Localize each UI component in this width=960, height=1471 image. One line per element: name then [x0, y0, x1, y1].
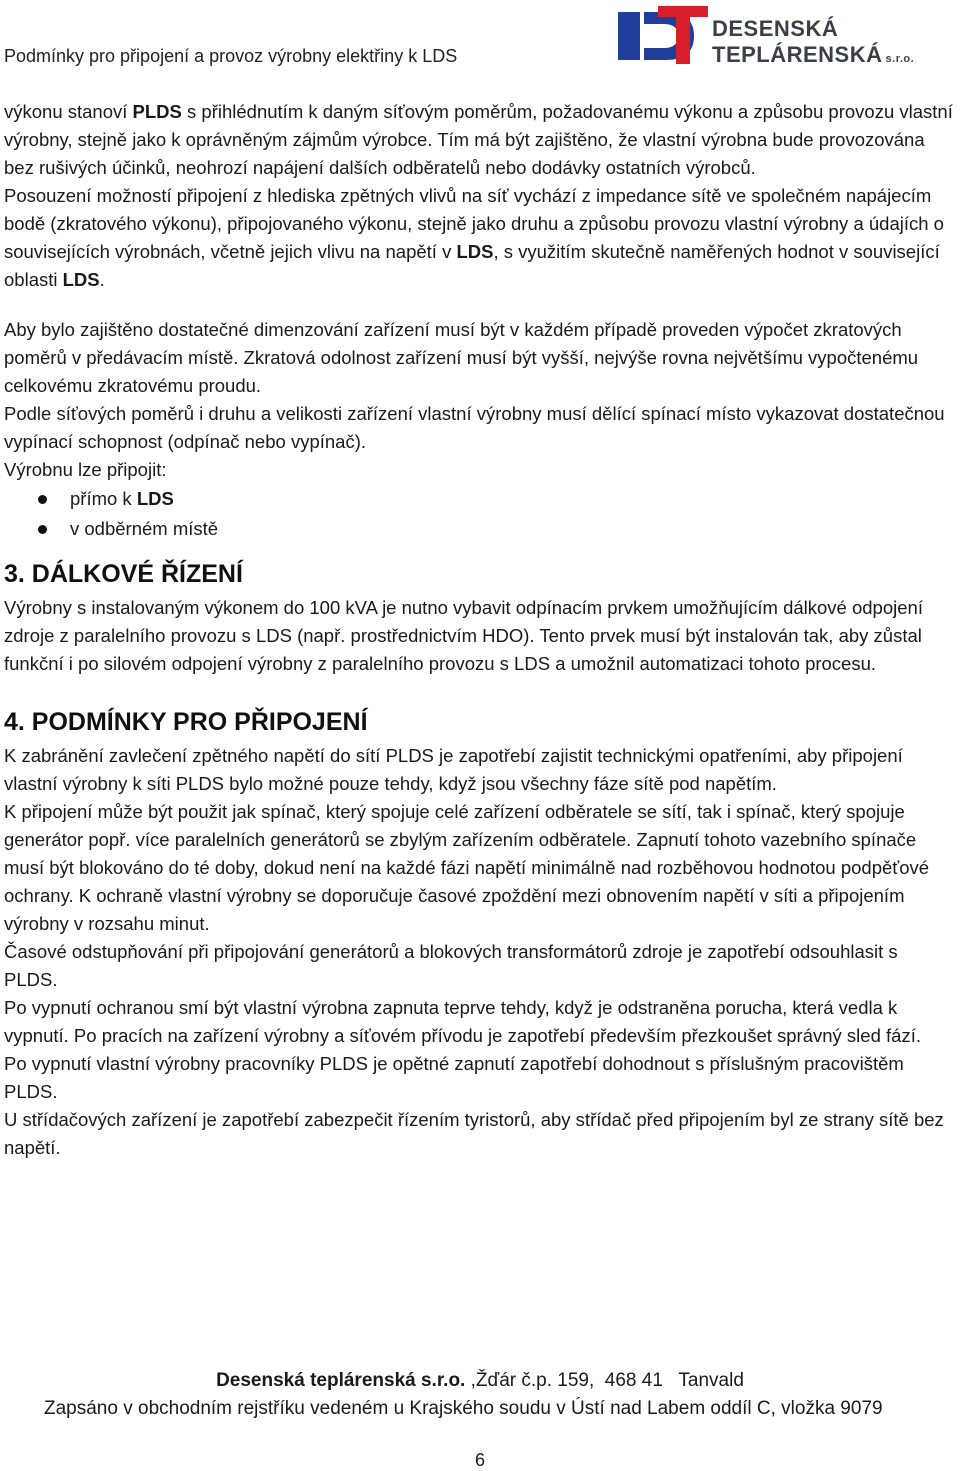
bold-term: PLDS [132, 101, 182, 122]
paragraph-switching-point: Podle síťových poměrů i druhu a velikosti zařízení vlastní výrobny musí dělící spínací místo vykazovat dostatečnou vypínací schopnost (odpínač nebo vypínač). [4, 403, 945, 452]
paragraph-time-grading: Časové odstupňování při připojování generátorů a blokových transformátorů zdroje je zapotřebí odsouhlasit s PLDS. [4, 941, 898, 990]
section-heading-remote-control: 3. DÁLKOVÉ ŘÍZENÍ [4, 560, 243, 588]
paragraph-inverter: U střídačových zařízení je zapotřebí zabezpečit řízením tyristorů, aby střídač před připojením byl ze strany sítě bez napětí. [4, 1109, 944, 1158]
bold-term: LDS [456, 241, 494, 262]
footer-address [0, 1368, 960, 1394]
logo-text-suffix: s.r.o. [885, 53, 915, 65]
company-logo-mark [614, 4, 710, 70]
paragraph-assessment [4, 182, 954, 294]
list-item [4, 484, 954, 514]
paragraph-plds-conditions [4, 98, 954, 182]
document-body [4, 98, 954, 1162]
section-heading-connection-conditions: 4. PODMÍNKY PRO PŘIPOJENÍ [4, 708, 368, 736]
footer-company-name: Desenská teplárenská s.r.o. [216, 1370, 466, 1391]
bold-term: LDS [62, 269, 100, 290]
paragraph-back-voltage: K zabránění zavlečení zpětného napětí do sítí PLDS je zapotřebí zajistit technickými opatřeními, aby připojení vlastní výrobny k síti PLDS bylo možné pouze tehdy, když jsou všechny fáze sítě pod napětím. [4, 745, 903, 794]
document-header-title: Podmínky pro připojení a provoz výrobny elektřiny k LDS [4, 46, 458, 66]
paragraph-short-circuit: Aby bylo zajištěno dostatečné dimenzování zařízení musí být v každém případě proveden výpočet zkratových poměrů v předávacím místě. Zkratová odolnost zařízení musí být vyšší, nejvýše rovna největšímu vypočtenému celkovému zkratovému proudu. [4, 319, 919, 396]
bullet-icon [38, 495, 47, 504]
list-item [4, 514, 954, 544]
logo-text-line1: DESENSKÁ [712, 16, 839, 41]
text-span: Posouzení možností připojení z hlediska zpětných vlivů na síť vychází z impedance sítě ve společném napájecím bodě (zkratového výkonu), připojovaného výkonu, stejně jako druhu a způsobu provozu vlastní výrobny a údajích o souvisejících výrobnách, včetně jejich vlivu na napětí v [4, 185, 944, 262]
text-span: . [99, 269, 105, 290]
text-span: výkonu stanoví [4, 101, 133, 122]
paragraph-remote-control: Výrobny s instalovaným výkonem do 100 kVA je nutno vybavit odpínacím prvkem umožňujícím dálkové odpojení zdroje z paralelního provozu s LDS (např. prostřednictvím HDO). Tento prvek musí být instalován tak, aby zůstal funkční i po silovém odpojení výrobny z paralelního provozu s LDS a umožnil automatizaci tohoto procesu. [4, 597, 923, 674]
paragraph-switch: K připojení může být použit jak spínač, který spojuje celé zařízení odběratele se sítí, tak i spínač, který spojuje generátor popř. více paralelních generátorů se zbylým zařízením odběratele. Zapnutí tohoto vazebního spínače musí být blokováno do té doby, dokud není na každé fázi napětí minimálně nad rozběhovou hodnotou podpěťové ochrany. K ochraně vlastní výrobny se doporučuje časové zpoždění mezi obnovením napětí v síti a připojením výrobny v rozsahu minut. [4, 801, 930, 934]
text-span: s přihlédnutím k daným síťovým poměrům, požadovanému výkonu a způsobu provozu vlastní výrobny, stejně jako k oprávněným zájmům výrobce. Tím má být zajištěno, že vlastní výrobna bude provozována bez rušivých účinků, neohrozí napájení dalších odběratelů nebo dodávky ostatních výrobců. [4, 101, 953, 178]
logo-text-line2-main: TEPLÁRENSKÁ [712, 42, 883, 67]
text-span: v odběrném místě [70, 518, 219, 539]
footer-register: Zapsáno v obchodním rejstříku vedeném u Krajského soudu v Ústí nad Labem oddíl C, vložka 9079 [44, 1398, 883, 1419]
logo-text-line2 [712, 42, 914, 68]
bold-term: LDS [136, 488, 174, 509]
paragraph-connection-intro: Výrobnu lze připojit: [4, 459, 167, 480]
text-span: , s využitím skutečně naměřených hodnot v související oblasti [4, 241, 940, 290]
paragraph-after-trip: Po vypnutí ochranou smí být vlastní výrobna zapnuta teprve tehdy, když je odstraněna porucha, která vedla k vypnutí. Po pracích na zařízení výrobny a síťovém přívodu je zapotřebí především přezkoušet správný sled fází. [4, 997, 921, 1046]
page-number: 6 [474, 1450, 485, 1470]
footer-address-text: ,Žďár č.p. 159, 468 41 Tanvald [465, 1370, 744, 1391]
text-span: přímo k [70, 488, 137, 509]
company-logo [614, 4, 915, 70]
bullet-icon [38, 525, 47, 534]
paragraph-reconnect: Po vypnutí vlastní výrobny pracovníky PLDS je opětné zapnutí zapotřebí dohodnout s příslušným pracovištěm PLDS. [4, 1053, 904, 1102]
connection-options-list [4, 484, 954, 544]
